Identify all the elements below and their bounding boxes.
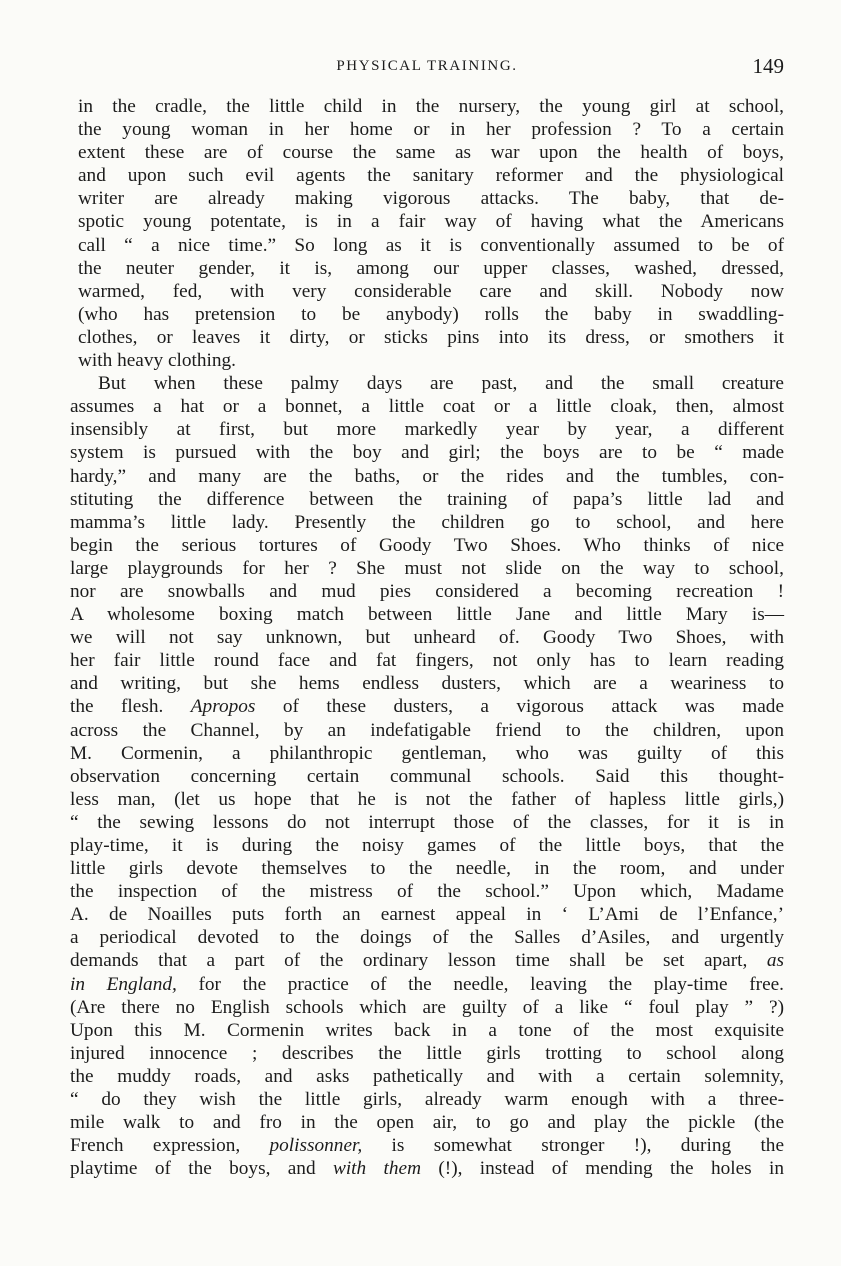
text-run: is somewhat stronger !), during the [362, 1135, 785, 1157]
text-line: (Are there no English schools which are guilty of a like “ foul play ” ?) [70, 996, 784, 1018]
text-line: the young woman in her home or in her profession ? To a certain [78, 119, 784, 141]
body-text [70, 95, 784, 1180]
text-line: A. de Noailles puts forth an earnest appeal in ‘ L’Ami de l’Enfance,’ [70, 904, 784, 926]
italic-word: polissonner, [269, 1135, 363, 1157]
page-header [70, 54, 784, 84]
text-line: we will not say unknown, but unheard of. Goody Two Shoes, with [70, 627, 784, 649]
text-line: clothes, or leaves it dirty, or sticks pins into its dress, or smothers it [78, 326, 784, 348]
text-line: writer are already making vigorous attacks. The baby, that de- [78, 188, 784, 210]
text-line: large playgrounds for her ? She must not slide on the way to school, [70, 557, 784, 579]
text-line: M. Cormenin, a philanthropic gentleman, who was guilty of this [70, 742, 784, 764]
text-line: begin the serious tortures of Goody Two Shoes. Who thinks of nice [70, 534, 784, 556]
text-line: nor are snowballs and mud pies considered a becoming recreation ! [70, 580, 784, 602]
text-line: with heavy clothing. [78, 350, 236, 372]
italic-word: with them [332, 1158, 422, 1180]
paragraph-continued [70, 95, 784, 372]
text-line: system is pursued with the boy and girl; the boys are to be “ made [70, 442, 784, 464]
text-line: a periodical devoted to the doings of the Salles d’Asiles, and urgently [70, 927, 784, 949]
text-line: warmed, fed, with very considerable care and skill. Nobody now [78, 280, 784, 302]
text-line: call “ a nice time.” So long as it is conventionally assumed to be of [78, 234, 784, 256]
text-line [70, 949, 784, 972]
text-line: in the cradle, the little child in the nursery, the young girl at school, [78, 96, 784, 117]
text-line: her fair little round face and fat fingers, not only has to learn reading [70, 650, 784, 672]
text-line: observation concerning certain communal schools. Said this thought- [70, 765, 784, 787]
text-line [70, 973, 784, 996]
text-line [70, 1134, 784, 1157]
text-line: stituting the difference between the training of papa’s little lad and [70, 488, 784, 510]
italic-word: in England, [70, 973, 177, 995]
text-line [70, 695, 784, 718]
text-line: hardy,” and many are the baths, or the rides and the tumbles, con- [70, 465, 784, 487]
text-line: the neuter gender, it is, among our upper classes, washed, dressed, [78, 257, 784, 279]
text-line: mile walk to and fro in the open air, to go and play the pickle (the [70, 1112, 784, 1134]
page-number: 149 [752, 54, 784, 78]
text-run: of these dusters, a vigorous attack was made [255, 696, 785, 718]
text-line: spotic young potentate, is in a fair way of having what the Americans [78, 211, 784, 233]
text-line: and upon such evil agents the sanitary reformer and the physiological [78, 165, 784, 187]
text-line: (who has pretension to be anybody) rolls the baby in swaddling- [78, 303, 784, 325]
text-line: and writing, but she hems endless dusters, which are a weariness to [70, 673, 784, 695]
text-run: for the practice of the needle, leaving the play-time free. [176, 973, 785, 995]
text-line: But when these palmy days are past, and the small creature [98, 373, 784, 395]
italic-word: as [766, 950, 784, 972]
text-line: injured innocence ; describes the little girls trotting to school along [70, 1042, 784, 1064]
text-line: assumes a hat or a bonnet, a little coat or a little cloak, then, almost [70, 396, 784, 418]
text-line [70, 1157, 784, 1180]
text-line: less man, (let us hope that he is not the father of hapless little girls,) [70, 788, 784, 810]
text-line: insensibly at first, but more markedly year by year, a different [70, 419, 784, 441]
text-run: the flesh. [70, 696, 191, 718]
text-line: play-time, it is during the noisy games of the little boys, that the [70, 835, 784, 856]
running-title: PHYSICAL TRAINING. [336, 58, 518, 74]
text-line: the inspection of the mistress of the school.” Upon which, Madame [70, 881, 784, 903]
text-line: A wholesome boxing match between little Jane and little Mary is— [70, 604, 784, 626]
text-line: mamma’s little lady. Presently the children go to school, and here [70, 511, 784, 533]
text-run: demands that a part of the ordinary lesson time shall be set apart, [70, 950, 767, 972]
text-line: across the Channel, by an indefatigable friend to the children, upon [70, 719, 784, 741]
text-run: playtime of the boys, and [70, 1158, 333, 1180]
text-line: extent these are of course the same as war upon the health of boys, [78, 142, 784, 164]
paragraph [70, 372, 784, 1180]
text-line: “ do they wish the little girls, already warm enough with a three- [70, 1089, 784, 1111]
text-run: French expression, [70, 1135, 270, 1157]
text-run: (!), instead of mending the holes in [421, 1158, 784, 1180]
text-line: Upon this M. Cormenin writes back in a tone of the most exquisite [70, 1019, 784, 1041]
italic-word: Apropos [190, 696, 256, 718]
text-line: the muddy roads, and asks pathetically and with a certain solemnity, [70, 1065, 784, 1087]
text-line: “ the sewing lessons do not interrupt those of the classes, for it is in [70, 811, 784, 833]
text-line: little girls devote themselves to the needle, in the room, and under [70, 858, 784, 880]
